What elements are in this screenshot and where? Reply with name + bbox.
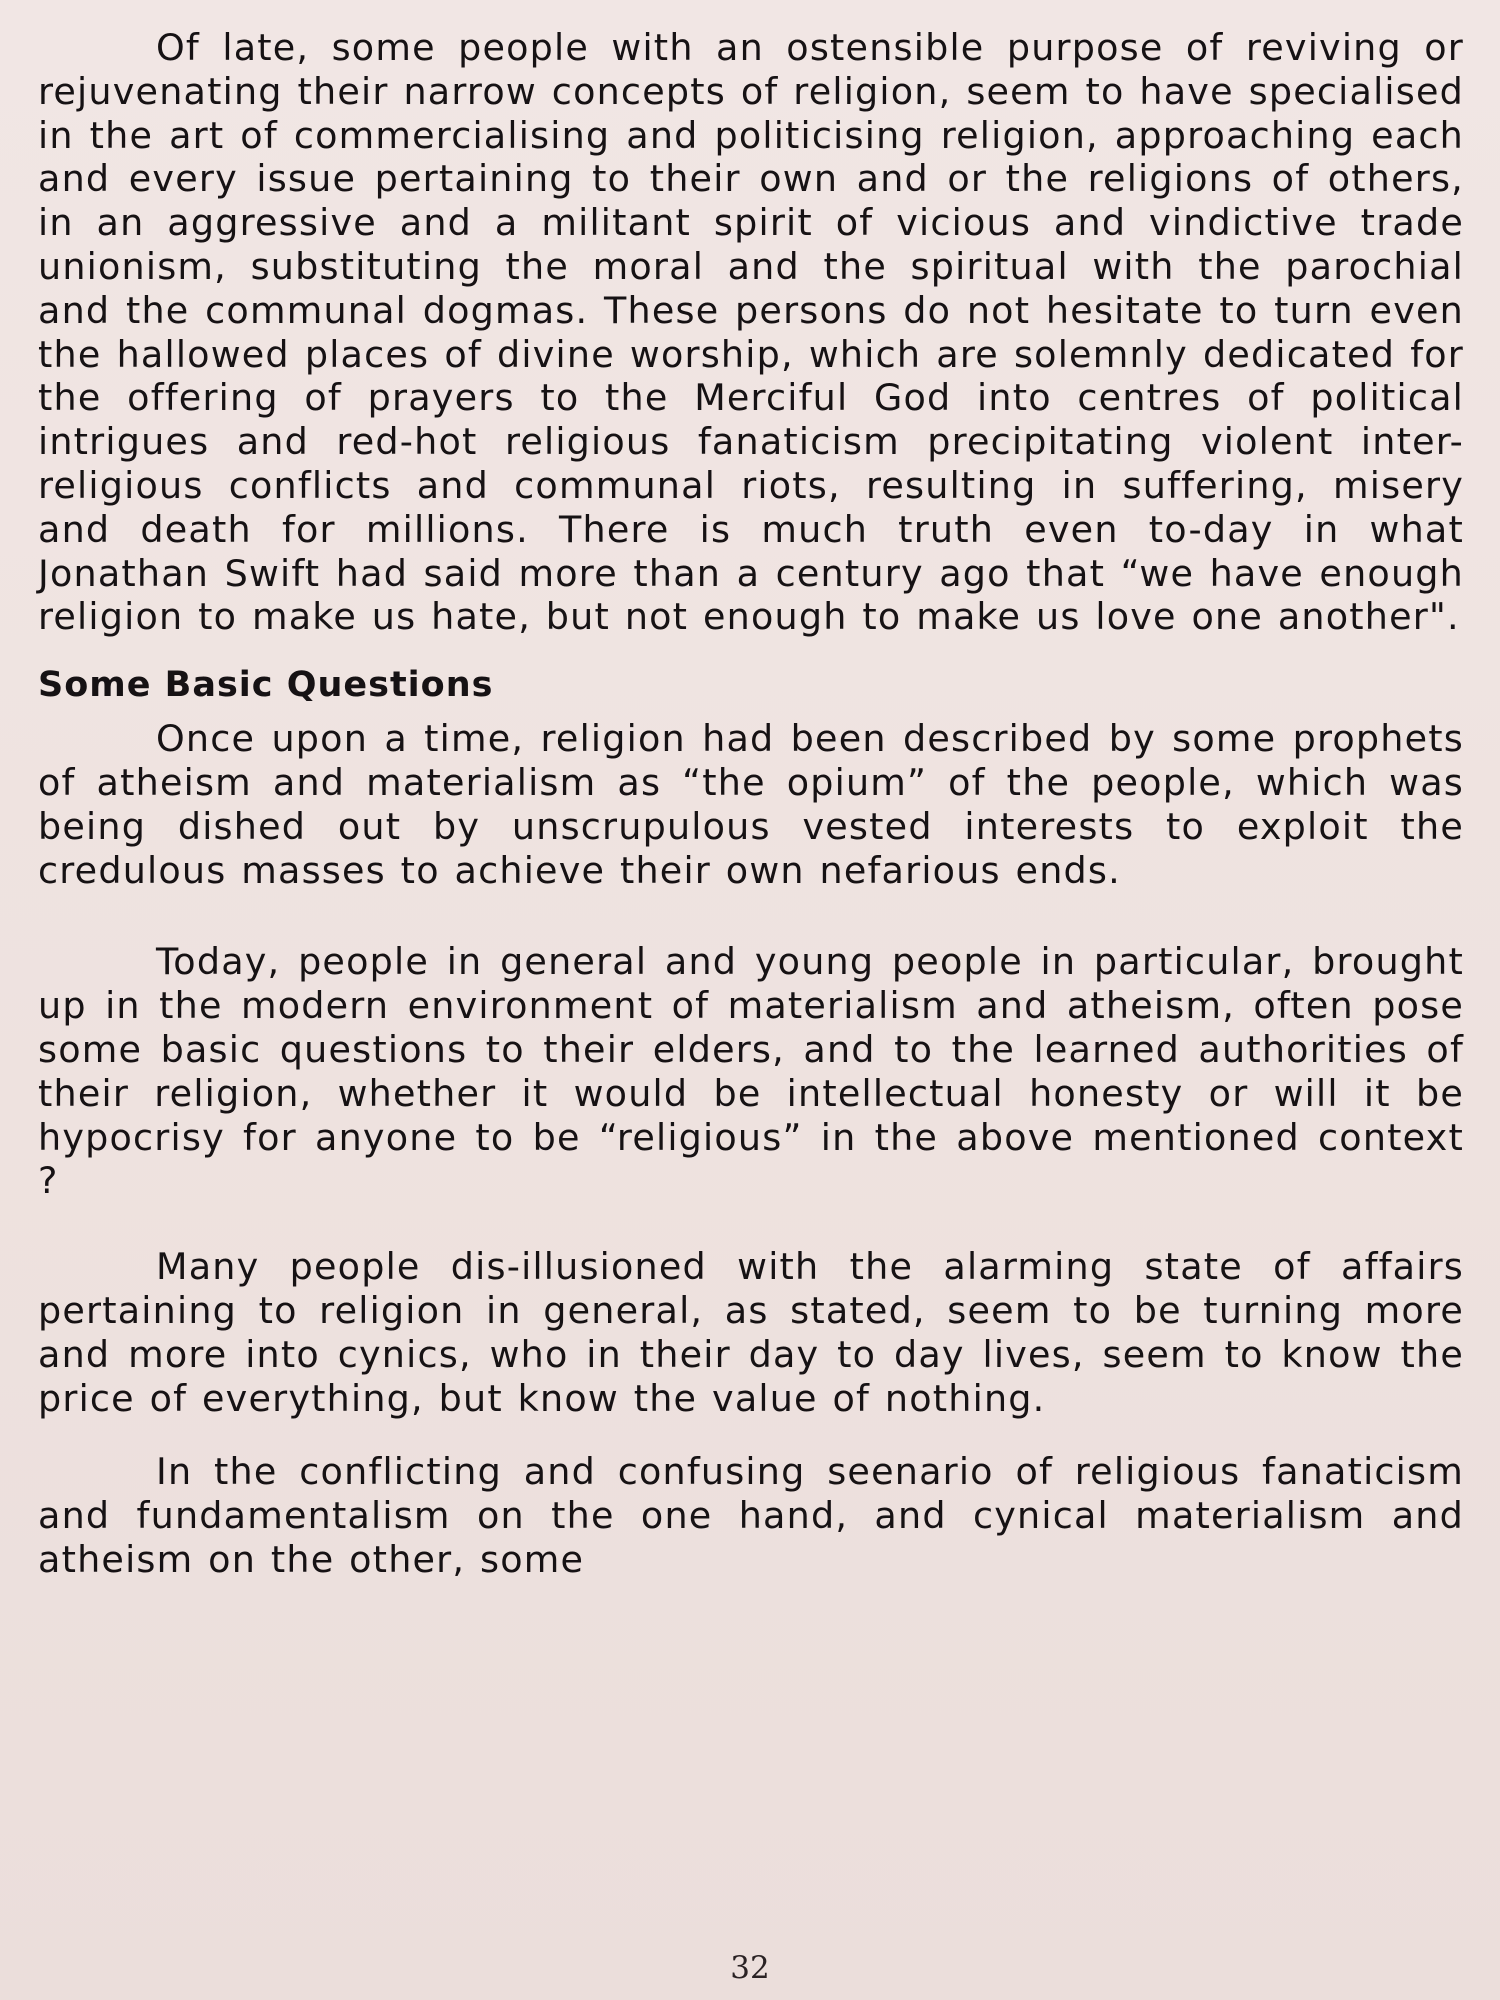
section-heading: Some Basic Questions <box>38 665 494 706</box>
paragraph-cynics: Many people dis-illusioned with the alarming state of affairs pertaining to religion in general, as stated, seem to be turning more and more into cynics, who in their day to day lives, seem to know the price of everything, but know the value of nothing. <box>38 1245 1464 1420</box>
paragraph-opening: Of late, some people with an ostensible purpose of reviving or rejuvenating their narrow concepts of religion, seem to have specialised in the art of commercialising and politicising religion, approaching each and every issue pertaining to their own and or the religions of others, in an aggressive and a militant spirit of vicious and vindictive trade unionism, substituting the moral and the spiritual with the parochial and the communal dogmas. These persons do not hesitate to turn even the hallowed places of divine worship, which are solemnly dedicated for the offering of prayers to the Merciful God into centres of political intrigues and red-hot religious fanaticism precipitating violent inter-religious conflicts and communal riots, resulting in suffering, misery and death for millions. There is much truth even to-day in what Jonathan Swift had said more than a century ago that “we have enough religion to make us hate, but not enough to make us love one another". <box>38 26 1464 639</box>
page-number: 32 <box>730 1950 770 1986</box>
paragraph-opium: Once upon a time, religion had been described by some prophets of atheism and materialism as “the opium” of the people, which was being dished out by unscrupulous vested interests to exploit the credulous masses to achieve their own nefarious ends. <box>38 717 1464 892</box>
paragraph-today: Today, people in general and young people in particular, brought up in the modern environment of materialism and atheism, often pose some basic questions to their elders, and to the learned authorities of their religion, whether it would be intellectual honesty or will it be hypocrisy for anyone to be “religious” in the above mentioned context ? <box>38 940 1464 1203</box>
paragraph-conflicting: In the conflicting and confusing seenario of religious fanaticism and fundamentalism on the one hand, and cynical materialism and atheism on the other, some <box>38 1450 1464 1581</box>
